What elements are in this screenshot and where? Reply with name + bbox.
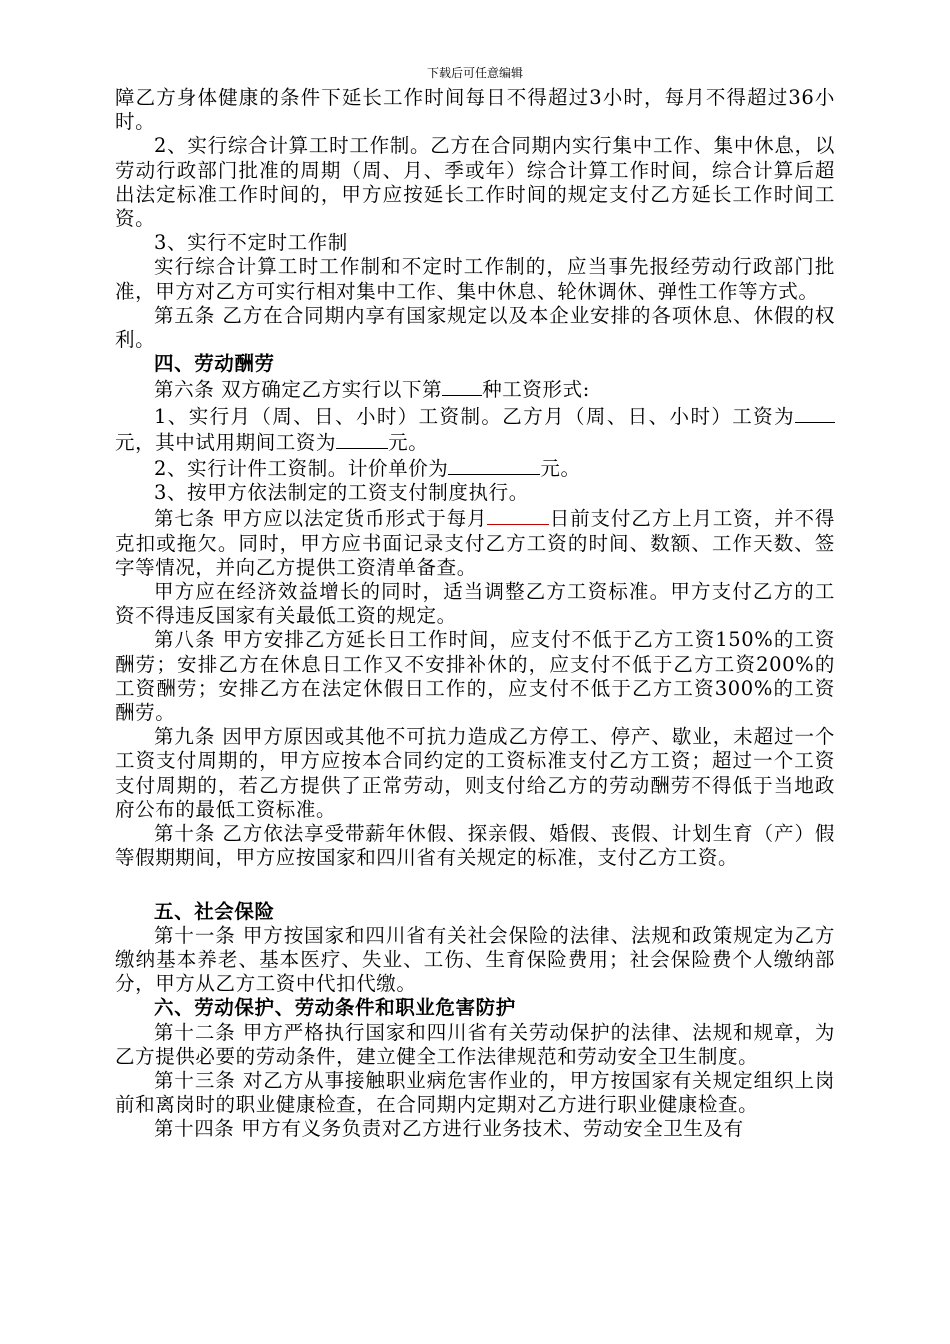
paragraph: 第八条 甲方安排乙方延长日工作时间，应支付不低于乙方工资150%的工资酬劳；安排乙方在休息日工作又不安排补休的，应支付不低于乙方工资200%的工资酬劳；安排乙方在法定休假日工作的，应支付不低于乙方工资300%的工资酬劳。 [115, 628, 835, 725]
section-heading: 四、劳动酬劳 [154, 352, 275, 376]
paragraph [115, 505, 835, 580]
paragraph: 第五条 乙方在合同期内享有国家规定以及本企业安排的各项休息、休假的权利。 [115, 303, 835, 352]
text-segment: 元。 [388, 430, 429, 454]
paragraph [115, 455, 835, 481]
fill-blank[interactable] [795, 403, 835, 423]
text-segment: 1、实行月（周、日、小时）工资制。乙方月（周、日、小时）工资为 [154, 404, 795, 428]
section-heading: 五、社会保险 [154, 899, 275, 923]
paragraph [115, 376, 835, 402]
paragraph: 2、实行综合计算工时工作制。乙方在合同期内实行集中工作、集中休息，以劳动行政部门批准的周期（周、月、季或年）综合计算工作时间，综合计算后超出法定标准工作时间的，甲方应按延长工作时间的规定支付乙方延长工作时间工资。 [115, 134, 835, 231]
text-segment: 元。 [540, 457, 581, 481]
text-segment: 日前支付乙方上月工资，并不得克扣或拖欠。同时，甲方应书面记录支付乙方工资的时间、数额、工作天数、签字等情况，并向乙方提供工资清单备查。 [115, 507, 835, 579]
paragraph: 甲方应在经济效益增长的同时，适当调整乙方工资标准。甲方支付乙方的工资不得违反国家有关最低工资的规定。 [115, 580, 835, 628]
section-heading: 六、劳动保护、劳动条件和职业危害防护 [154, 996, 516, 1020]
document-body [115, 86, 835, 1142]
paragraph [115, 403, 835, 455]
paragraph: 第十二条 甲方严格执行国家和四川省有关劳动保护的法律、法规和规章，为乙方提供必要的劳动条件，建立健全工作法律规范和劳动安全卫生制度。 [115, 1020, 835, 1068]
paragraph: 第十一条 甲方按国家和四川省有关社会保险的法律、法规和政策规定为乙方缴纳基本养老、基本医疗、失业、工伤、生育保险费用；社会保险费个人缴纳部分，甲方从乙方工资中代扣代缴。 [115, 923, 835, 996]
text-segment: 第六条 双方确定乙方实行以下第 [154, 378, 443, 402]
text-segment: 种工资形式: [482, 378, 590, 402]
page-header: 下载后可任意编辑 [426, 66, 523, 80]
text-segment: 2、实行计件工资制。计价单价为 [154, 457, 449, 481]
spacer [115, 871, 835, 900]
text-segment: 元，其中试用期间工资为 [115, 430, 337, 454]
paragraph: 障乙方身体健康的条件下延长工作时间每日不得超过3小时，每月不得超过36小时。 [115, 86, 835, 134]
fill-blank[interactable] [442, 376, 482, 396]
paragraph: 3、按甲方依法制定的工资支付制度执行。 [154, 481, 529, 505]
paragraph: 第十四条 甲方有义务负责对乙方进行业务技术、劳动安全卫生及有 [154, 1117, 744, 1141]
paragraph: 3、实行不定时工作制 [154, 231, 348, 255]
fill-blank[interactable] [336, 429, 388, 449]
paragraph: 第九条 因甲方原因或其他不可抗力造成乙方停工、停产、歇业，未超过一个工资支付周期的，甲方应按本合同约定的工资标准支付乙方工资；超过一个工资支付周期的，若乙方提供了正常劳动，则支付给乙方的劳动酬劳不得低于当地政府公布的最低工资标准。 [115, 725, 835, 821]
text-segment: 第七条 甲方应以法定货币形式于每月 [154, 507, 488, 531]
paragraph: 实行综合计算工时工作制和不定时工作制的，应当事先报经劳动行政部门批准，甲方对乙方可实行相对集中工作、集中休息、轮休调休、弹性工作等方式。 [115, 255, 835, 303]
fill-blank[interactable] [487, 505, 549, 525]
paragraph: 第十条 乙方依法享受带薪年休假、探亲假、婚假、丧假、计划生育（产）假等假期期间，甲方应按国家和四川省有关规定的标准，支付乙方工资。 [115, 822, 835, 870]
paragraph: 第十三条 对乙方从事接触职业病危害作业的，甲方按国家有关规定组织上岗前和离岗时的职业健康检查，在合同期内定期对乙方进行职业健康检查。 [115, 1068, 835, 1117]
fill-blank[interactable] [448, 455, 540, 475]
